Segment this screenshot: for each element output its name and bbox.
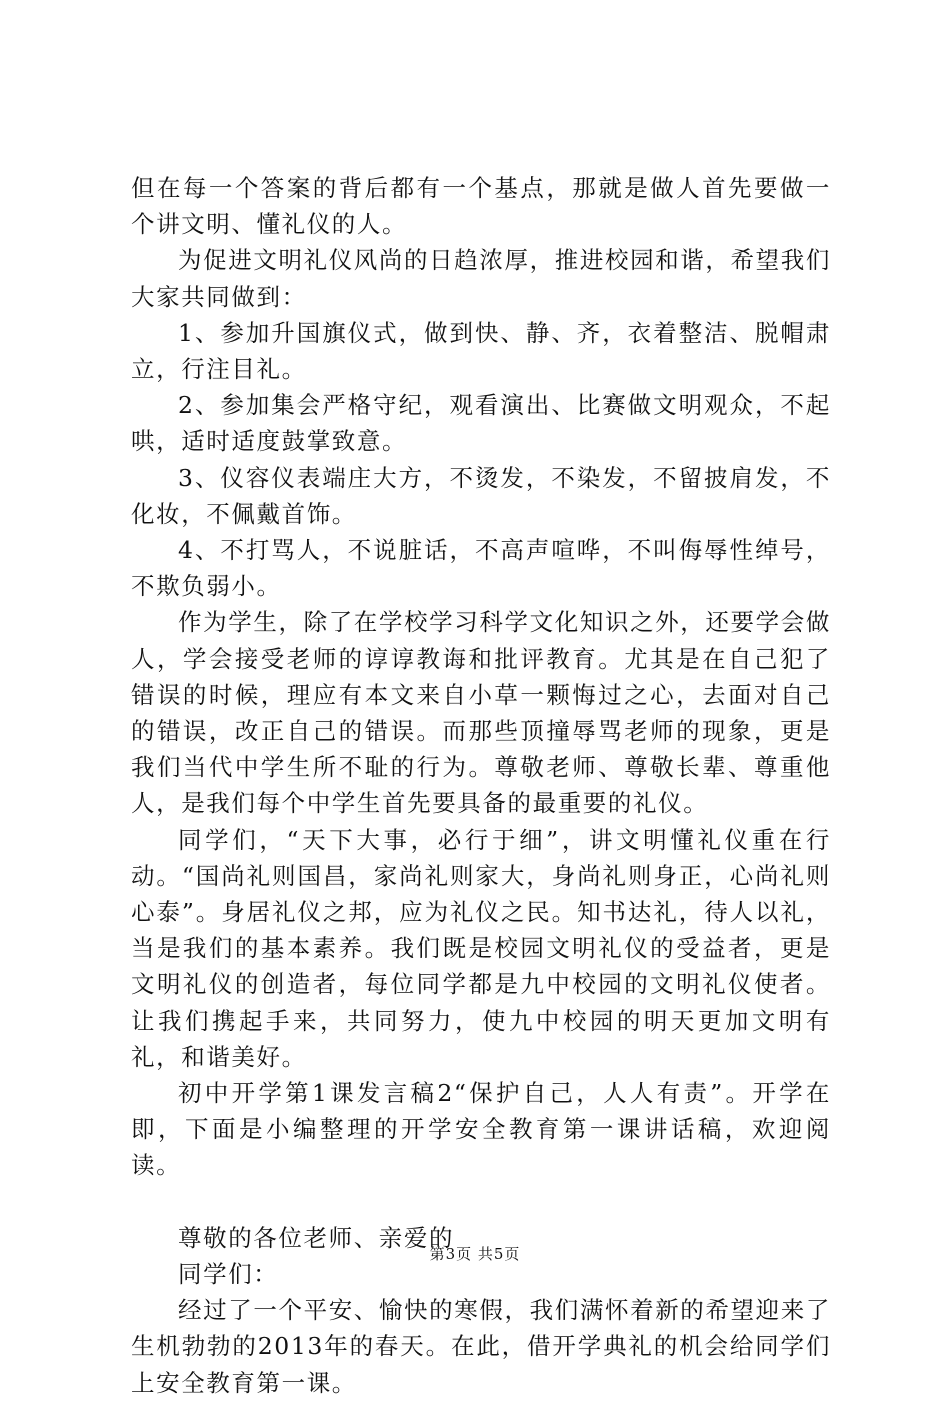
list-item: 4、不打骂人，不说脏话，不高声喧哗，不叫侮辱性绰号，不欺负弱小。	[131, 536, 831, 601]
paragraph: 初中开学第1课发言稿2“保护自己，人人有责”。开学在即，下面是小编整理的开学安全教育第一课讲话稿，欢迎阅读。	[131, 1079, 831, 1180]
list-item: 3、仪容仪表端庄大方，不烫发，不染发，不留披肩发，不化妆，不佩戴首饰。	[131, 463, 831, 528]
paragraph: 为促进文明礼仪风尚的日趋浓厚，推进校园和谐，希望我们大家共同做到：	[131, 246, 831, 311]
salutation: 尊敬的各位老师、亲爱的	[178, 1223, 455, 1252]
paragraph: 同学们，“天下大事，必行于细”，讲文明懂礼仪重在行动。“国尚礼则国昌，家尚礼则家大，身尚礼则身正，心尚礼则心泰”。身居礼仪之邦，应为礼仪之民。知书达礼，待人以礼，当是我们的基本素养。我们既是校园文明礼仪的受益者，更是文明礼仪的创造者，每位同学都是九中校园的文明礼仪使者。让我们携起手来，共同努力，使九中校园的明天更加文明有礼，和谐美好。	[131, 825, 831, 1071]
page-number: 第3页 共5页	[429, 1245, 521, 1263]
list-item: 1、参加升国旗仪式，做到快、静、齐，衣着整洁、脱帽肃立，行注目礼。	[131, 318, 831, 384]
document-body	[131, 170, 831, 1401]
blank-line	[131, 1184, 831, 1220]
page-footer	[0, 1244, 950, 1264]
paragraph: 作为学生，除了在学校学习科学文化知识之外，还要学会做人，学会接受老师的谆谆教诲和批评教育。尤其是在自己犯了错误的时候，理应有本文来自小草一颗悔过之心，去面对自己的错误，改正自己的错误。而那些顶撞辱骂老师的现象，更是我们当代中学生所不耻的行为。尊敬老师、尊敬长辈、尊重他人，是我们每个中学生首先要具备的最重要的礼仪。	[131, 608, 831, 818]
salutation: 同学们：	[178, 1260, 279, 1289]
paragraph: 但在每一个答案的背后都有一个基点，那就是做人首先要做一个讲文明、懂礼仪的人。	[131, 174, 831, 239]
paragraph: 经过了一个平安、愉快的寒假，我们满怀着新的希望迎来了生机勃勃的2013年的春天。在此，借开学典礼的机会给同学们上安全教育第一课。	[131, 1296, 831, 1397]
list-item: 2、参加集会严格守纪，观看演出、比赛做文明观众，不起哄，适时适度鼓掌致意。	[131, 391, 831, 456]
